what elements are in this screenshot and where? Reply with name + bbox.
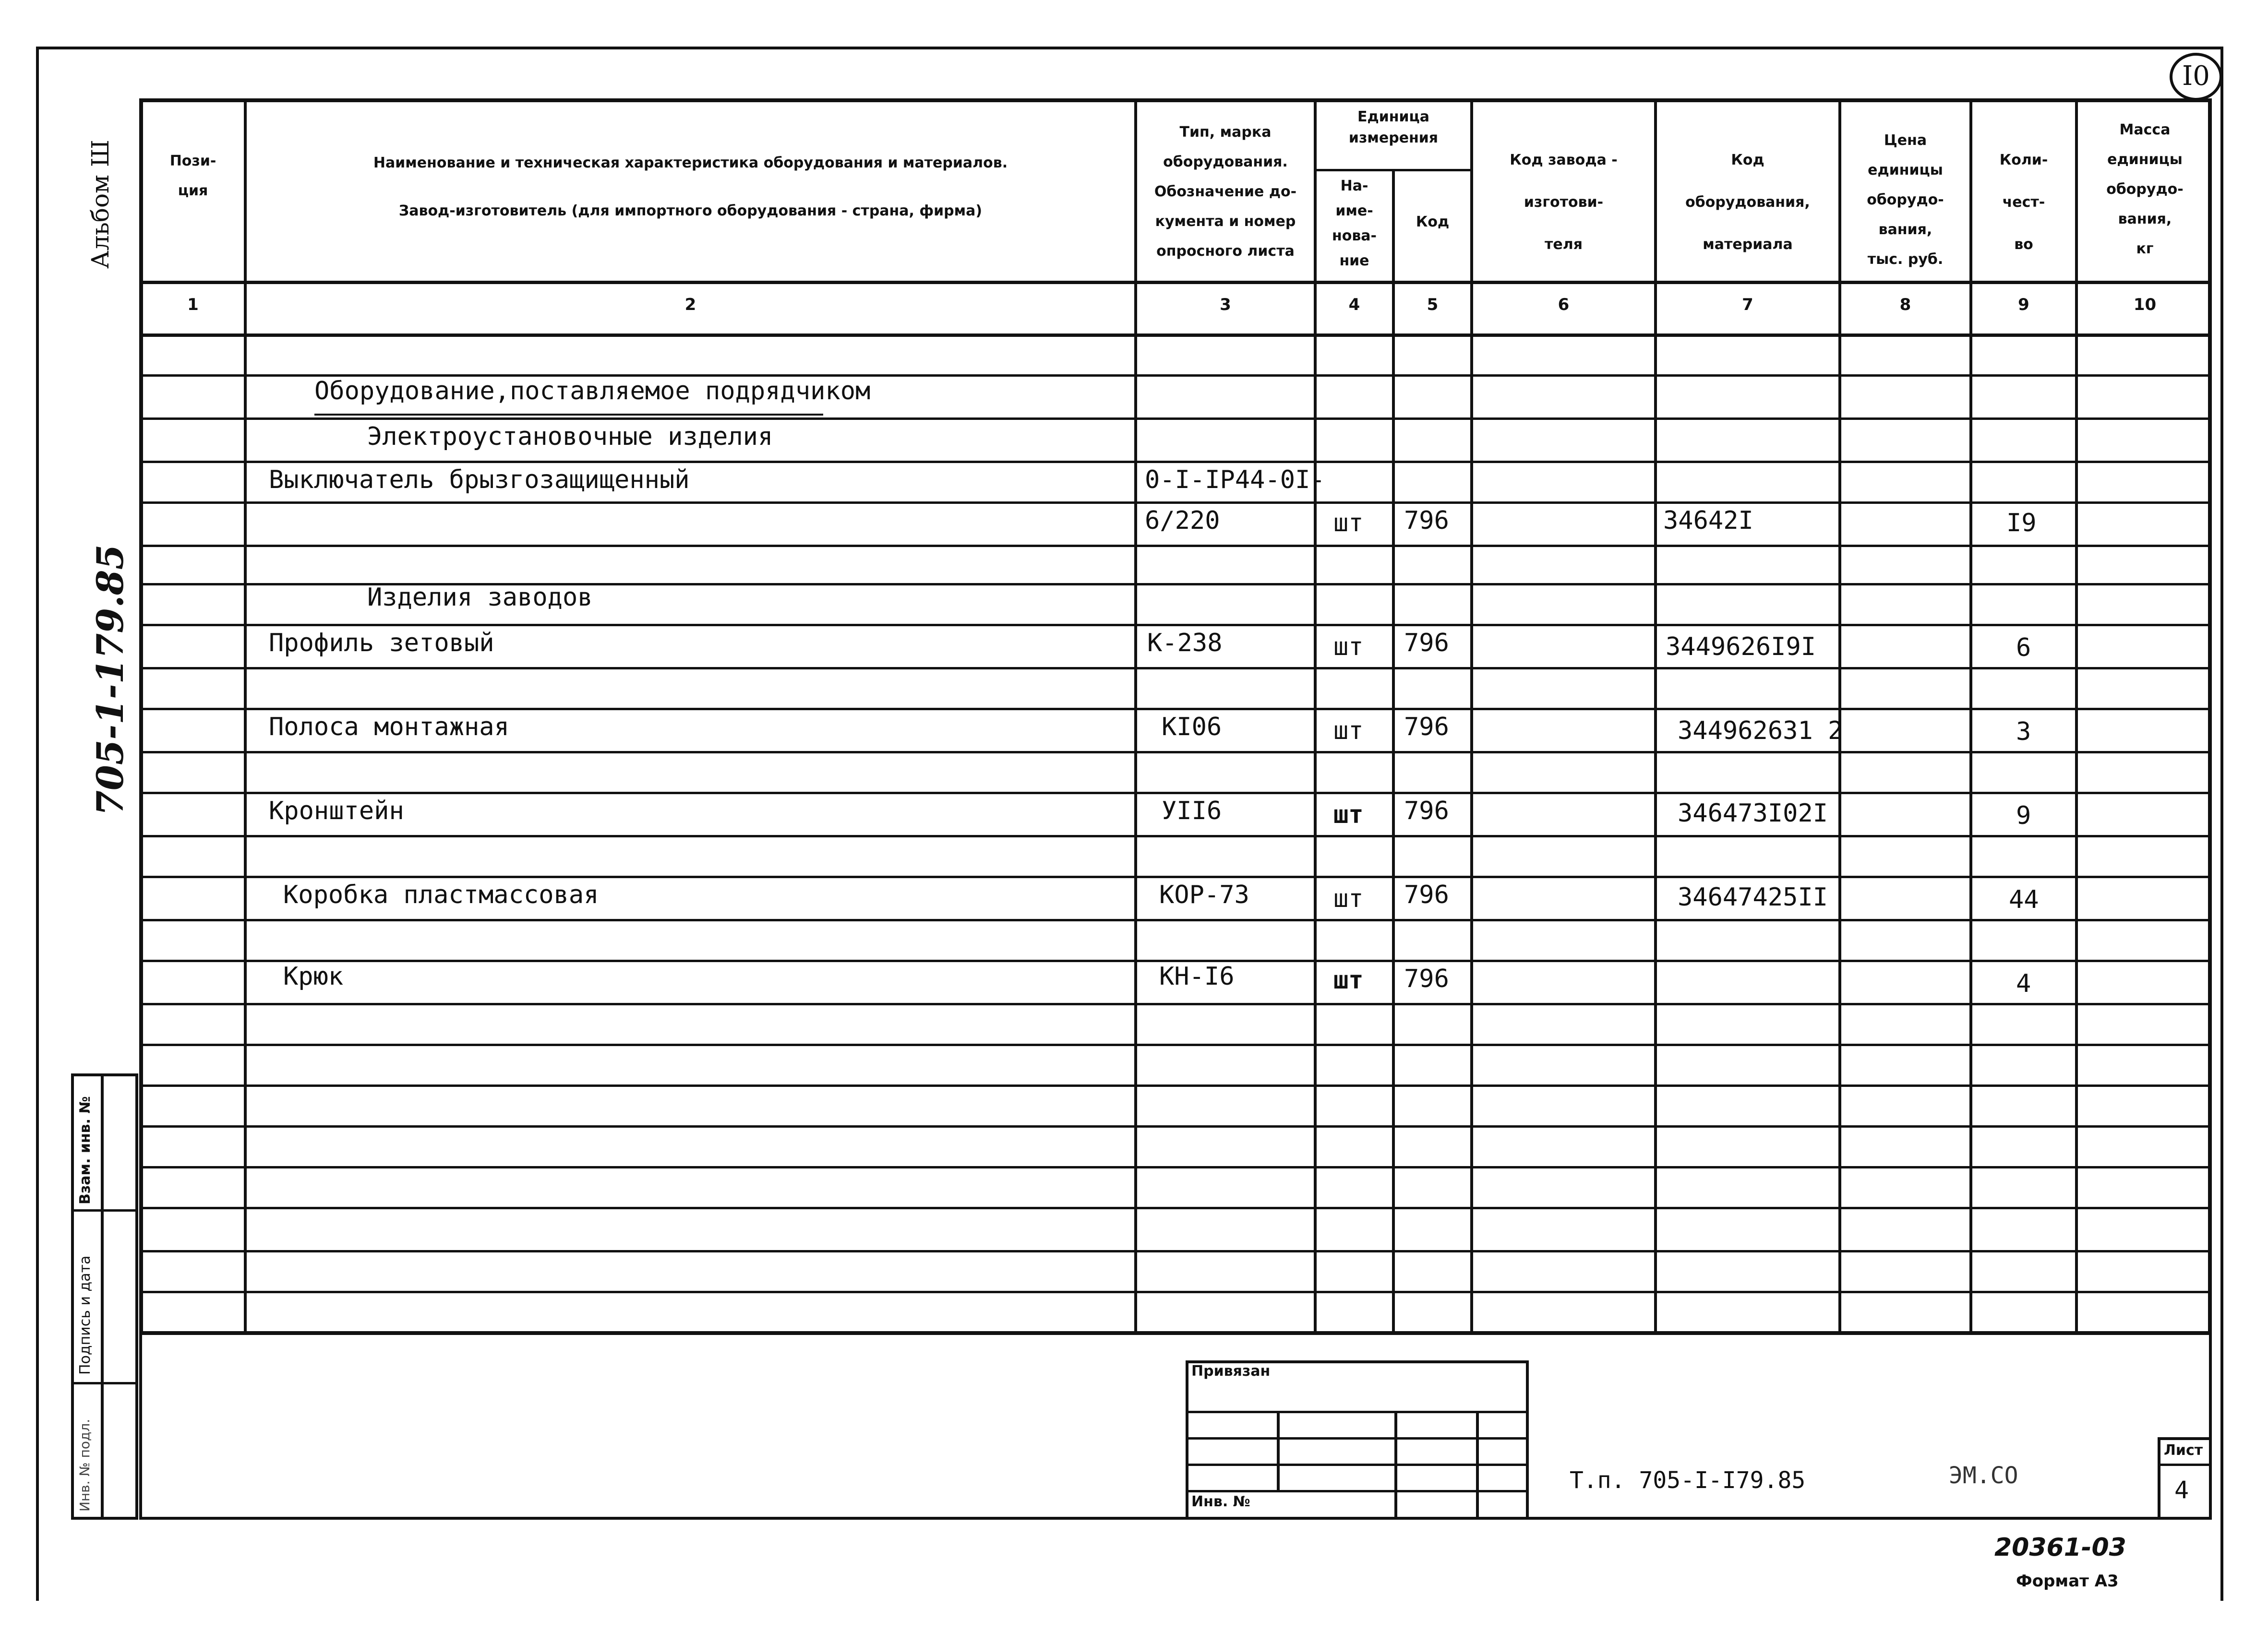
header-unit-name: На- име- нова- ние (1332, 178, 1377, 269)
item-quantity: 9 (2016, 801, 2031, 830)
item-type: 0-I-IP44-0I- (1145, 465, 1325, 494)
item-type: КОР-73 (1159, 881, 1249, 909)
header-price: Цена единицы оборудо- вания, тыс. руб. (1867, 132, 1944, 268)
col-number: 3 (1220, 295, 1231, 314)
header-plant-code: Код завода - изготови- теля (1510, 152, 1618, 253)
item-code: 796 (1404, 629, 1449, 657)
item-name: Кронштейн (269, 797, 404, 825)
subsection-title: Электроустановочные изделия (367, 422, 773, 451)
item-unit: шт (1333, 800, 1364, 829)
item-material-code: 34642I (1663, 506, 1753, 535)
item-quantity: 6 (2016, 633, 2031, 662)
podpis-label: Подпись и дата (77, 1255, 94, 1375)
col-number: 2 (684, 295, 696, 314)
header-unit-code: Код (1416, 214, 1450, 230)
item-code: 796 (1404, 797, 1449, 825)
item-material-code: 3449626I9I (1666, 632, 1816, 661)
col-number: 9 (2018, 295, 2029, 314)
col-number: 7 (1742, 295, 1753, 314)
header-type: Тип, марка оборудования. Обозначение до- кумента и номер опросного листа (1154, 124, 1297, 260)
item-code: 796 (1404, 506, 1449, 535)
col-number: 10 (2133, 295, 2157, 314)
archive-number: 20361-03 (1994, 1533, 2126, 1562)
sheet-badge: I0 (2170, 53, 2222, 101)
item-code: 796 (1404, 881, 1449, 909)
project-number-handwritten: 705-1-179.85 (89, 544, 132, 816)
item-type: К-238 (1147, 629, 1223, 657)
item-name: Крюк (283, 962, 344, 991)
item-type: КI06 (1162, 713, 1222, 741)
item-quantity: 44 (2009, 885, 2039, 914)
privyazan-label: Привязан (1191, 1363, 1271, 1380)
album-label: Альбом Ш (86, 140, 114, 269)
vzam-inv-label: Взам. инв. № (77, 1096, 94, 1204)
inv-no-label: Инв. № (1191, 1493, 1250, 1510)
col-number: 4 (1348, 295, 1360, 314)
list-label: Лист (2164, 1442, 2203, 1459)
section-underline (314, 414, 823, 416)
item-type: УII6 (1162, 797, 1222, 825)
col-number: 5 (1427, 295, 1439, 314)
item-material-code: 344962631 2 (1678, 716, 1843, 745)
item-code: 796 (1404, 965, 1449, 993)
item-material-code: 34647425II (1678, 883, 1828, 912)
item-name: Выключатель брызгозащищенный (269, 465, 690, 494)
document-code: Т.п. 705-I-I79.85 (1570, 1467, 1806, 1494)
format-label: Формат А3 (2016, 1572, 2119, 1591)
col-number: 8 (1899, 295, 1911, 314)
item-unit: шт (1333, 632, 1364, 661)
header-quantity: Коли- чест- во (1999, 152, 2048, 253)
item-unit: шт (1333, 966, 1364, 995)
item-material-code: 346473I02I (1678, 799, 1828, 828)
item-unit: шт (1333, 509, 1364, 537)
col-number: 1 (187, 295, 199, 314)
item-type: 6/220 (1145, 506, 1220, 535)
item-type: КН-I6 (1159, 962, 1235, 991)
item-name: Профиль зетовый (269, 629, 494, 657)
header-unit: Единица измерения (1348, 108, 1439, 146)
item-unit: шт (1333, 884, 1364, 913)
section-title-contractor: Оборудование,поставляемое подрядчиком (314, 377, 871, 405)
header-material-code: Код оборудования, материала (1685, 152, 1810, 253)
inv-podl-label: Инв. № подл. (77, 1418, 93, 1512)
col-number: 6 (1558, 295, 1570, 314)
item-quantity: 3 (2016, 717, 2031, 746)
header-position: Пози- ция (169, 153, 216, 199)
header-mass: Масса единицы оборудо- вания, кг (2106, 121, 2184, 257)
item-name: Полоса монтажная (269, 713, 509, 741)
item-name: Коробка пластмассовая (283, 881, 599, 909)
subsection-title: Изделия заводов (367, 583, 593, 612)
item-quantity: 4 (2016, 969, 2031, 998)
item-unit: шт (1333, 716, 1364, 745)
title-block (139, 1335, 2212, 1520)
header-name: Наименование и техническая характеристика оборудования и материалов. Завод-изготовитель (для импортного оборудования - страна, фирма) (373, 155, 1008, 219)
list-number: 4 (2174, 1476, 2189, 1504)
item-quantity: I9 (2006, 509, 2037, 537)
item-code: 796 (1404, 713, 1449, 741)
document-mark: ЭМ.СО (1949, 1462, 2018, 1489)
